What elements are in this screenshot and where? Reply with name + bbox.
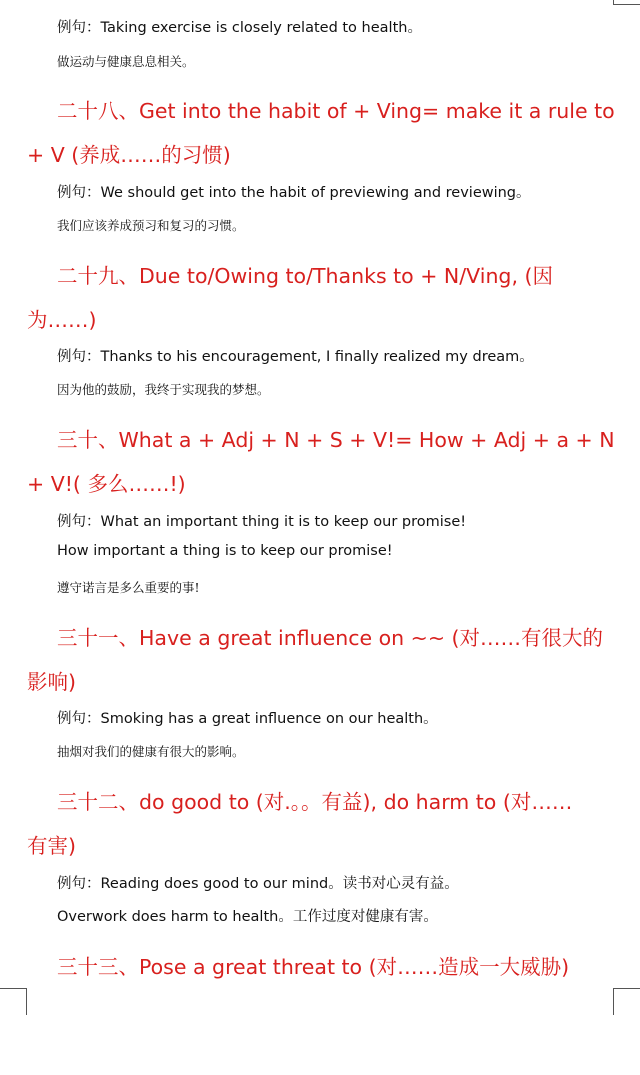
phrase-heading: 三十二、do good to (对.。。有益), do harm to (对…… (57, 790, 573, 814)
page-corner-mark (613, 0, 640, 5)
phrase-heading: 三十一、Have a great influence on ~~ (对……有很大的 (57, 626, 604, 650)
phrase-heading: 二十九、Due to/Owing to/Thanks to + N/Ving, (因 (57, 264, 553, 288)
phrase-heading: 三十、What a + Adj + N + S + V!= How + Adj + a + N (57, 428, 615, 452)
page-corner-mark (613, 988, 640, 1015)
phrase-heading-continued: + V!( 多么……!) (27, 472, 186, 496)
phrase-heading-continued: 为……) (27, 308, 97, 332)
example-translation: 我们应该养成预习和复习的习惯。 (57, 218, 245, 233)
example-sentence: Overwork does harm to health。工作过度对健康有害。 (57, 909, 438, 925)
phrase-heading: 二十八、Get into the habit of + Ving= make it a rule to (57, 99, 615, 123)
example-sentence: 例句：We should get into the habit of previewing and reviewing。 (57, 185, 531, 201)
example-sentence: 例句：Smoking has a great influence on our health。 (57, 711, 438, 727)
example-translation: 做运动与健康息息相关。 (57, 54, 195, 69)
example-sentence: 例句：Reading does good to our mind。读书对心灵有益。 (57, 876, 459, 892)
page-corner-mark (0, 988, 27, 1015)
example-translation: 因为他的鼓励，我终于实现我的梦想。 (57, 382, 270, 397)
phrase-heading-continued: 影响) (27, 670, 76, 694)
phrase-heading: 三十三、Pose a great threat to (对……造成一大威胁) (57, 955, 570, 979)
example-translation: 抽烟对我们的健康有很大的影响。 (57, 744, 245, 759)
example-sentence: 例句：Thanks to his encouragement, I finally realized my dream。 (57, 349, 534, 365)
example-sentence: 例句：Taking exercise is closely related to health。 (57, 20, 422, 36)
phrase-heading-continued: + V (养成……的习惯) (27, 143, 231, 167)
phrase-heading-continued: 有害) (27, 834, 76, 858)
example-sentence: 例句：What an important thing it is to keep our promise! (57, 514, 467, 530)
example-translation: 遵守诺言是多么重要的事! (57, 580, 200, 595)
example-sentence: How important a thing is to keep our promise! (57, 543, 393, 559)
